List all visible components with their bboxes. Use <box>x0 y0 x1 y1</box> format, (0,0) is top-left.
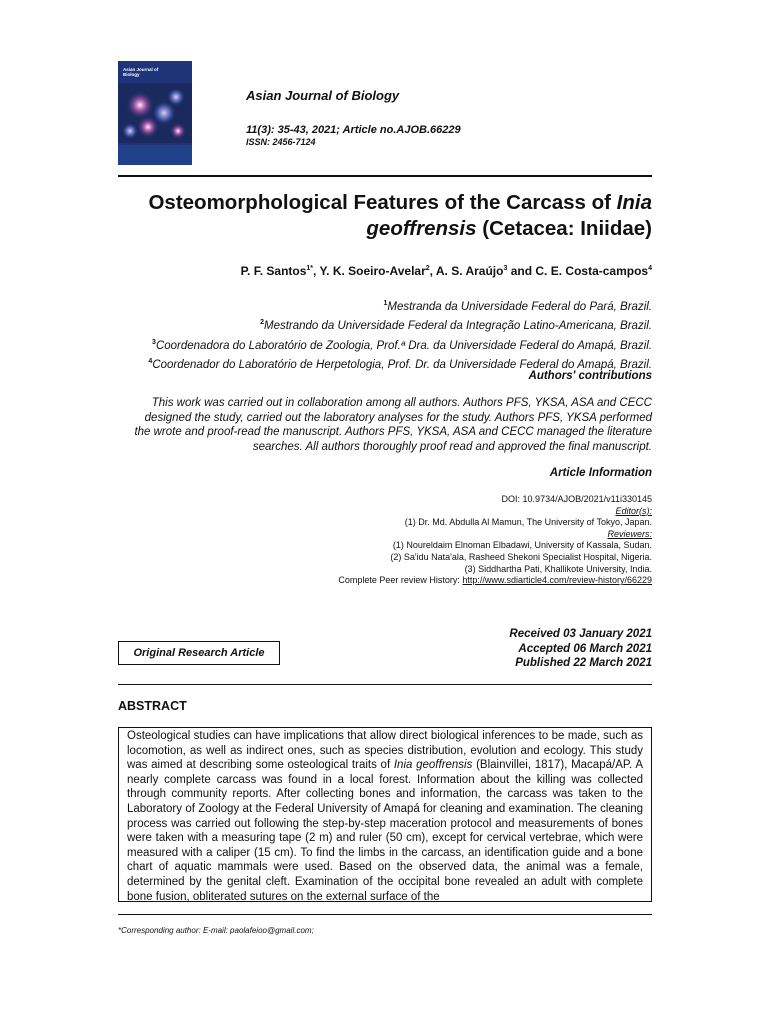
cover-title-line: Asian Journal of <box>123 67 159 72</box>
affiliation-number: 2 <box>260 319 264 327</box>
publication-dates <box>509 627 652 671</box>
abstract-heading: ABSTRACT <box>118 699 187 713</box>
affiliation <box>92 335 652 354</box>
title-species-genus: Inia <box>616 191 652 214</box>
affiliation-number: 3 <box>152 338 156 346</box>
author-affiliation-mark: 1* <box>306 265 314 272</box>
contributions-text <box>112 396 652 454</box>
received-date: Received 03 January 2021 <box>509 628 652 640</box>
affiliation <box>92 315 652 334</box>
article-info-block <box>232 494 652 587</box>
title-text: Osteomorphological Features of the Carcass of <box>148 191 617 214</box>
affiliation-text: Mestranda da Universidade Federal do Pará, Brazil. <box>387 300 652 313</box>
cover-title-line: Biology <box>123 72 140 77</box>
abstract-text-part: (Blainvillei, 1817), Macapá/AP. A nearly complete carcass was found in a local forest. Information about the killing was collected through community reports. After collecting bones and information, the carcass was taken to the Laboratory of Zoology at the Federal University of Amapá for cleaning and examination. The cleaning process was carried out following the step-by-step maceration protocol and measurements of bones were taken with a measuring tape (2 m) and ruler (50 cm), except for cervical vertebrae, which were measured with a caliper (15 cm). To find the limbs in the carcass, an identification guide and a bone chart of aquatic mammals were used. Based on the observed data, the animal was a female, determined by the genital cleft. Examination of the occipital bone revealed an adult with complete bone fusion, obliterated sutures on the external surface of the <box>127 759 643 902</box>
reviewer-entry: (2) Sa'idu Nata'ala, Rasheed Shekoni Specialist Hospital, Nigeria. <box>390 551 652 562</box>
header-divider <box>118 175 652 177</box>
affiliation-text: Coordenadora do Laboratório de Zoologia, Prof.ª Dra. da Universidade Federal do Amapá, Brazil. <box>155 339 652 352</box>
abstract-species-name: Inia geoffrensis <box>393 759 473 772</box>
editor-entry: (1) Dr. Md. Abdulla Al Mamun, The University of Tokyo, Japan. <box>404 517 652 528</box>
abstract-text <box>127 729 643 902</box>
affiliation-list <box>92 296 652 373</box>
author-affiliation-mark: 2 <box>425 265 430 272</box>
affiliation-text: Coordenador do Laboratório de Herpetologia, Prof. Dr. da Universidade Federal do Amapá, Brazil. <box>152 358 652 371</box>
cover-title <box>123 67 163 77</box>
accepted-date: Accepted 06 March 2021 <box>518 642 652 655</box>
abstract-text-part: Osteological studies can have implications that allow direct biological inferences to be made, such as locomotion, as well as indirect ones, such as species distribution, evolution and ecology. This study was aimed at describing some osteological traits of <box>127 730 643 772</box>
contributions-line: designed the study, carried out the laboratory analyses for the study. Authors PFS, YKSA performed <box>144 411 652 424</box>
contributions-line: This work was carried out in collaboration among all authors. Authors PFS, YKSA, ASA and CECC <box>151 397 652 409</box>
author-separator: and <box>507 264 536 278</box>
author-name: P. F. Santos <box>240 264 307 278</box>
reviewer-entry: (1) Noureldaim Elnoman Elbadawi, University of Kassala, Sudan. <box>392 540 652 551</box>
corresponding-author-footnote: *Corresponding author: E-mail: paolafeioo@gmail.com; <box>118 926 314 935</box>
author-separator: , <box>313 264 320 278</box>
abstract-box <box>118 727 652 902</box>
author-name: A. S. Araújo <box>435 264 504 278</box>
article-title <box>112 190 652 242</box>
author-list <box>92 264 652 278</box>
affiliation-number: 1 <box>383 300 388 307</box>
affiliation <box>92 296 652 315</box>
volume-line: 11(3): 35-43, 2021; Article no.AJOB.66229 <box>246 124 461 136</box>
contributions-line: the wrote and proof-read the manuscript. Authors PFS, YKSA, ASA and CECC managed the literature <box>134 426 652 439</box>
author-affiliation-mark: 3 <box>503 265 508 272</box>
title-text: (Cetacea: Iniidae) <box>476 217 652 240</box>
contributions-line: searches. All authors thoroughly proof read and approved the final manuscript. <box>252 440 652 453</box>
title-species-epithet: geoffrensis <box>366 217 477 240</box>
affiliation-text: Mestrando da Universidade Federal da Integração Latino-Americana, Brazil. <box>263 320 652 333</box>
published-date: Published 22 March 2021 <box>515 657 652 670</box>
issn: ISSN: 2456-7124 <box>246 137 316 147</box>
peer-review-link[interactable]: http://www.sdiarticle4.com/review-history/66229 <box>462 575 652 586</box>
journal-name: Asian Journal of Biology <box>246 88 400 103</box>
author-name: C. E. Costa-campos <box>535 264 649 278</box>
peer-review-label: Complete Peer review History: <box>338 575 463 586</box>
journal-cover-image <box>118 61 192 165</box>
affiliation-number: 4 <box>148 357 153 365</box>
contributions-heading: Authors' contributions <box>528 370 652 382</box>
section-divider <box>118 684 652 685</box>
reviewer-entry: (3) Siddhartha Pati, Khallikote University, India. <box>464 563 652 574</box>
editors-label: Editor(s): <box>615 505 652 516</box>
doi: DOI: 10.9734/AJOB/2021/v11i330145 <box>501 494 652 504</box>
author-affiliation-mark: 4 <box>648 265 652 272</box>
article-info-heading: Article Information <box>549 467 652 479</box>
reviewers-label: Reviewers: <box>607 528 652 539</box>
article-type-badge: Original Research Article <box>118 641 280 665</box>
footnote-divider <box>118 914 652 915</box>
author-separator: , <box>429 264 436 278</box>
author-name: Y. K. Soeiro-Avelar <box>319 264 426 278</box>
peer-review-history <box>232 575 652 587</box>
